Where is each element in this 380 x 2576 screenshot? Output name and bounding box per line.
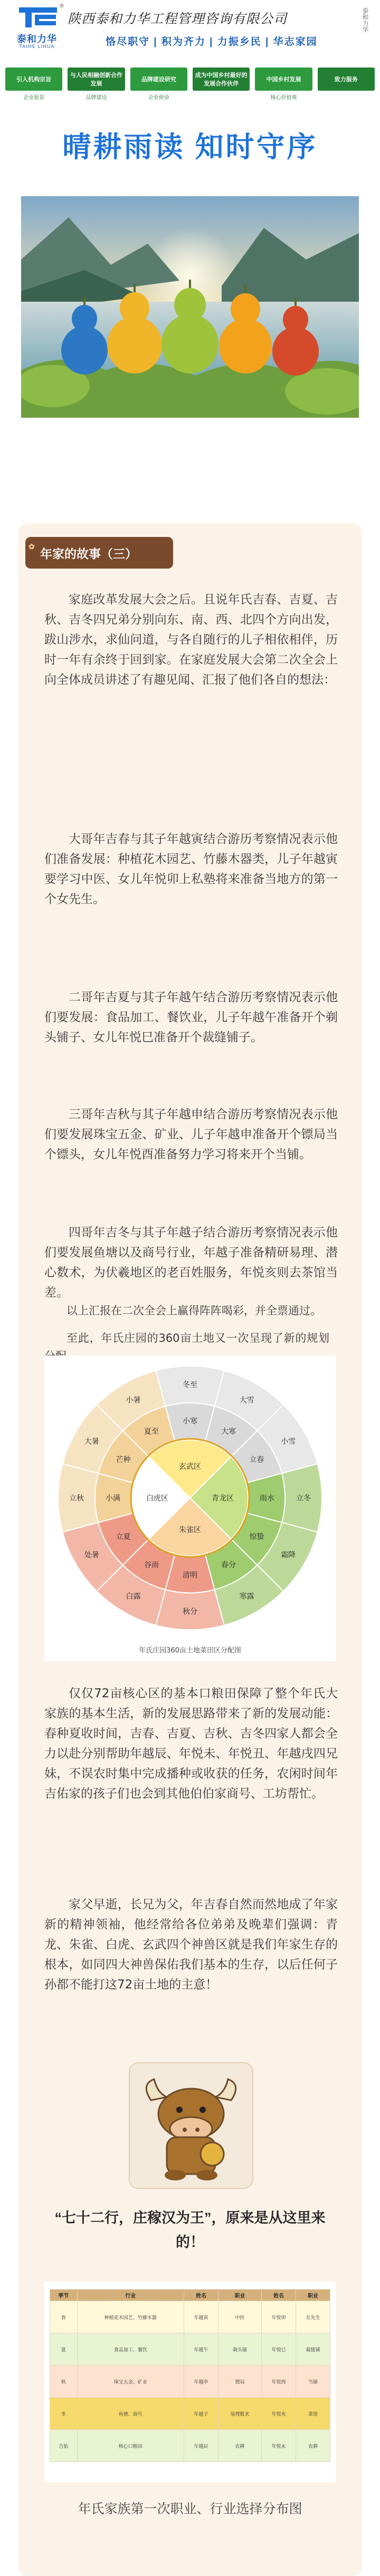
wheel-label: 立春 xyxy=(249,1456,264,1464)
table-cell: 农耕 xyxy=(218,2430,261,2462)
table-cell: 鱼塘、商号 xyxy=(77,2398,184,2430)
wheel-label: 清明 xyxy=(183,1571,197,1580)
menu-item-5[interactable]: 中国乡村发展 xyxy=(255,68,312,91)
menu-sublabel: 企业愿景 xyxy=(23,95,45,101)
table-row xyxy=(50,2333,330,2366)
menu-bar xyxy=(5,68,375,91)
wheel-label: 白露 xyxy=(126,1592,141,1601)
paragraph-4: 三哥年吉秋与其子年越申结合游历考察情况表示他们要发展珠宝五金、矿业、儿子年越申准备开个镖局当个镖头，女儿年悦酉准备努力学习将来开个当铺。 xyxy=(44,1108,338,1161)
paragraph-7: 至此，年氏庄园的360亩土地又一次呈现了新的规划 xyxy=(66,1332,329,1344)
table-cell: 年越辰 xyxy=(184,2430,218,2462)
table-row xyxy=(50,2398,330,2430)
table-cell: 年越申 xyxy=(184,2366,218,2398)
wheel-label: 小寒 xyxy=(183,1417,197,1426)
wheel-label: 处暑 xyxy=(84,1551,99,1560)
table-cell: 年悦卯 xyxy=(262,2301,296,2333)
table-header: 姓名 xyxy=(184,2290,218,2301)
wheel-label: 雨水 xyxy=(260,1494,274,1503)
flower-icon: ✿ xyxy=(28,542,35,551)
table-cell: 年悦巳 xyxy=(262,2333,296,2366)
company-slogan: 恪尽职守 | 积为齐力 | 力振乡民 | 华志家园 xyxy=(106,36,318,47)
ox-caption: “七十二行，庄稼汉为王”，原来是从这里来的！ xyxy=(54,2210,326,2250)
table-cell: 当铺 xyxy=(296,2366,330,2398)
wheel-label: 谷雨 xyxy=(144,1561,159,1570)
table-cell: 年悦未 xyxy=(262,2430,296,2462)
section-title: 年家的故事（三） xyxy=(40,546,137,561)
paragraph-5: 四哥年吉冬与其子年越子结合游历考察情况表示他们要发展鱼塘以及商号行业，年越子准备精研易理、潜心数术，为伏羲地区的老百姓服务，年悦亥则去茶馆当差。 xyxy=(44,1226,338,1300)
paragraph-8: 仅仅72亩核心区的基本口粮田保障了整个年氏大家族的基本生活，新的发展思路带来了新的发展动能：春种夏收时间，吉春、吉夏、吉秋、吉冬四家人都会全力以赴分别帮助年越辰、年悦未、年悦丑、年越戌四兄妹，不误农时集中完成播种或收获的任务，农闲时间年吉佑家的孩子们也会到其他伯伯家商号、工坊帮忙。 xyxy=(44,1687,338,1801)
table-cell: 吉佑 xyxy=(50,2430,78,2462)
wheel-label: 朱雀区 xyxy=(179,1526,201,1534)
menu-item-2[interactable]: 与人民相融创新合作发展 xyxy=(68,68,125,91)
menu-sublabels xyxy=(5,93,375,101)
menu-item-1[interactable]: 引入机构宗旨 xyxy=(5,68,62,91)
wheel-label: 夏至 xyxy=(144,1427,159,1436)
wheel-label: 小雪 xyxy=(281,1437,296,1446)
table-cell: 剃头铺 xyxy=(218,2333,261,2366)
wheel-label: 小暑 xyxy=(126,1396,141,1405)
section-title-tab xyxy=(25,537,173,569)
table-cell: 年悦亥 xyxy=(262,2398,296,2430)
table-cell: 食品加工、餐饮 xyxy=(77,2333,184,2366)
table-cell: 中医 xyxy=(218,2301,261,2333)
logo-english-text: TAIHE LIHUA xyxy=(19,44,55,50)
wheel-label: 冬至 xyxy=(183,1381,197,1389)
paragraph-2: 大哥年吉春与其子年越寅结合游历考察情况表示他们准备发展：种植花木园艺、竹藤木器类，儿子年越寅要学习中医、女儿年悦卯上私塾将来准备当地方的第一个女先生。 xyxy=(44,832,338,906)
menu-sublabel: 企业使命 xyxy=(148,95,169,101)
ox-illustration xyxy=(129,2062,253,2189)
table-caption: 年氏家族第一次职业、行业选择分布图 xyxy=(78,2501,302,2516)
table-cell: 裁缝铺 xyxy=(296,2333,330,2366)
wheel-label: 寒露 xyxy=(239,1592,254,1601)
wheel-label: 立夏 xyxy=(116,1533,131,1541)
career-table xyxy=(50,2289,330,2462)
menu-item-4[interactable]: 成为中国乡村最好的发展合作伙伴 xyxy=(193,68,250,91)
company-name: 陕西泰和力华工程管理咨询有限公司 xyxy=(68,11,288,26)
land-allocation-diagram xyxy=(44,1356,336,1661)
wheel-label: 霜降 xyxy=(281,1551,296,1560)
menu-sublabel: 核心价值观 xyxy=(270,95,297,101)
table-header: 职业 xyxy=(218,2290,261,2301)
wheel-label: 白虎区 xyxy=(146,1494,168,1503)
table-cell: 种植花木园艺、竹藤木器 xyxy=(77,2301,184,2333)
wheel-label: 大暑 xyxy=(84,1437,99,1446)
page-headline: 晴耕雨读 知时守序 xyxy=(62,131,318,163)
logo-mark-icon xyxy=(17,5,59,30)
seal-stamp: 泰和力华 xyxy=(362,7,369,33)
paragraph-6: 以上汇报在二次全会上赢得阵阵喝彩，并全票通过。 xyxy=(66,1304,321,1317)
table-cell: 农耕 xyxy=(296,2430,330,2462)
wheel-label: 春分 xyxy=(221,1561,236,1570)
table-cell: 女先生 xyxy=(296,2301,330,2333)
table-cell: 秋 xyxy=(50,2366,78,2398)
wheel-label: 惊蛰 xyxy=(249,1533,264,1541)
table-header: 姓名 xyxy=(262,2290,296,2301)
career-table-card xyxy=(44,2282,336,2482)
registered-mark: ® xyxy=(59,3,64,9)
table-cell: 茶馆 xyxy=(296,2398,330,2430)
table-cell: 冬 xyxy=(50,2398,78,2430)
table-cell: 年越子 xyxy=(184,2398,218,2430)
table-row xyxy=(50,2301,330,2333)
wheel-label: 大雪 xyxy=(239,1396,254,1405)
menu-item-3[interactable]: 品牌建设研究 xyxy=(130,68,187,91)
diagram-caption: 年氏庄园360亩土地菜田区分配图 xyxy=(139,1647,241,1655)
paragraph-1: 家庭改革发展大会之后。且说年氏吉春、吉夏、吉秋、吉冬四兄弟分别向东、南、西、北四个方向出发，跋山涉水，求仙问道，与各自随行的儿子相依相伴，历时一年有余终于回到家。在家庭发展大会第二次全会上向全体成员讲述了有趣见闻、汇报了他们各自的想法： xyxy=(44,593,338,687)
logo-chinese-text: 泰和力华 xyxy=(17,34,57,45)
table-cell: 年越午 xyxy=(184,2333,218,2366)
table-cell: 镖局 xyxy=(218,2366,261,2398)
table-cell: 核心口粮田 xyxy=(77,2430,184,2462)
menu-sublabel xyxy=(193,93,250,101)
menu-sublabel xyxy=(318,93,375,101)
menu-item-6[interactable]: 致力服务 xyxy=(318,68,375,91)
table-cell: 夏 xyxy=(50,2333,78,2366)
wheel-label: 大寒 xyxy=(221,1427,236,1436)
paragraph-3: 二哥年吉夏与其子年越午结合游历考察情况表示他们要发展：食品加工、餐饮业，儿子年越午准备开个剃头铺子、女儿年悦巳准备开个裁缝铺子。 xyxy=(44,991,338,1044)
table-cell: 年越寅 xyxy=(184,2301,218,2333)
wheel-label: 秋分 xyxy=(183,1608,197,1616)
company-logo xyxy=(12,5,62,52)
table-cell: 年悦酉 xyxy=(262,2366,296,2398)
brand-header xyxy=(0,0,380,58)
table-header: 行业 xyxy=(77,2290,184,2301)
paragraph-9: 家父早逝，长兄为父，年吉春自然而然地成了年家新的精神领袖，他经常给各位弟弟及晚辈们强调：青龙、朱雀、白虎、玄武四个神兽区就是我们年家生存的根本，如同四大神兽保佑我们基本的生存，以后任何子孙都不能打这72亩土地的主意！ xyxy=(44,1898,338,1992)
wheel-label: 芒种 xyxy=(116,1456,131,1464)
table-row xyxy=(50,2430,330,2462)
land-wheel-graphic xyxy=(44,1356,336,1640)
table-header: 职业 xyxy=(296,2290,330,2301)
hero-image xyxy=(21,196,359,418)
table-cell: 易理数术 xyxy=(218,2398,261,2430)
menu-sublabel: 品牌建设 xyxy=(86,95,107,101)
ox-icon xyxy=(130,2063,252,2188)
wheel-label: 立冬 xyxy=(296,1494,311,1503)
table-row xyxy=(50,2366,330,2398)
table-cell: 春 xyxy=(50,2301,78,2333)
wheel-label: 小满 xyxy=(106,1494,120,1503)
table-cell: 珠宝五金、矿业 xyxy=(77,2366,184,2398)
wheel-label: 玄武区 xyxy=(179,1463,201,1471)
table-header: 季节 xyxy=(50,2290,78,2301)
wheel-label: 青龙区 xyxy=(212,1494,234,1503)
wheel-label: 立秋 xyxy=(69,1494,84,1503)
